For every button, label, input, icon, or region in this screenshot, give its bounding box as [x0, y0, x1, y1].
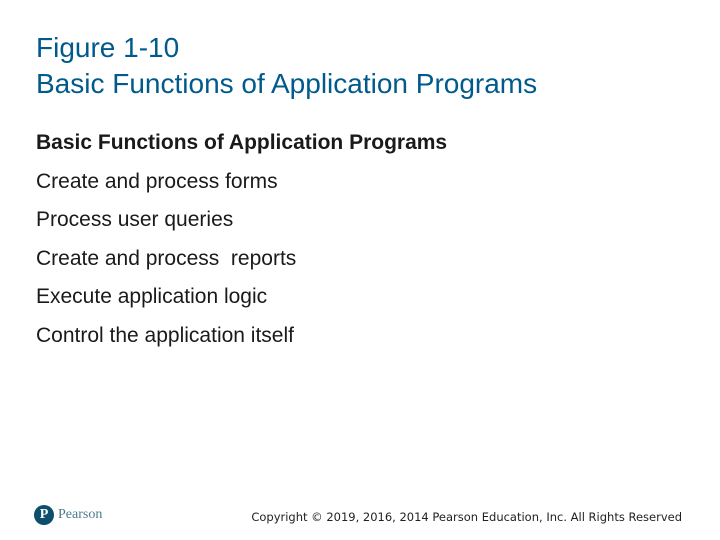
pearson-logo	[34, 505, 102, 525]
table-row: Create and process forms	[36, 169, 278, 193]
figure-number: Figure 1-10	[36, 32, 180, 63]
copyright-notice: Copyright © 2019, 2016, 2014 Pearson Education, Inc. All Rights Reserved	[251, 510, 682, 524]
pearson-logo-icon: P	[34, 505, 54, 525]
functions-table	[36, 124, 447, 355]
pearson-logo-text: Pearson	[58, 507, 103, 522]
slide-title	[36, 30, 537, 102]
table-header: Basic Functions of Application Programs	[36, 131, 448, 154]
table-row: Execute application logic	[36, 285, 268, 308]
table-row: Control the application itself	[36, 323, 294, 347]
figure-caption: Basic Functions of Application Programs	[36, 68, 538, 99]
table-row: Create and process reports	[36, 246, 297, 270]
table-row: Process user queries	[36, 208, 234, 231]
